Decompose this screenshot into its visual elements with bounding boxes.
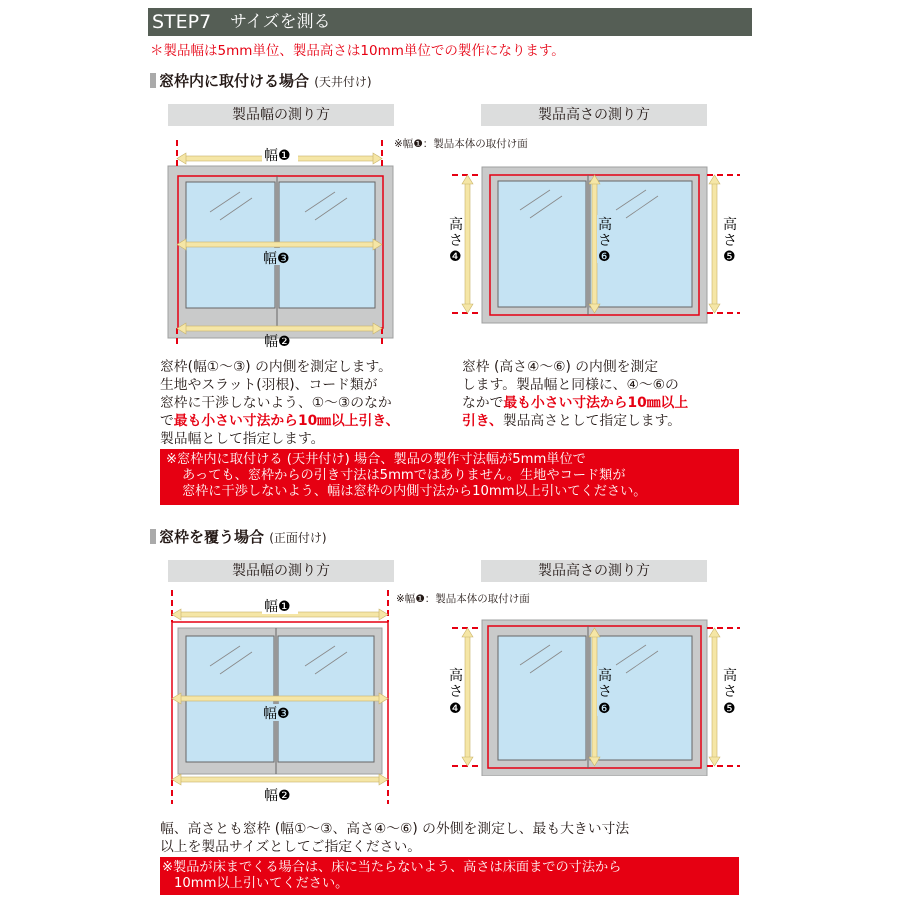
w1-label: 幅❶ bbox=[264, 148, 291, 164]
h4-label: ❹ bbox=[449, 249, 462, 265]
step-number: STEP7 bbox=[152, 11, 212, 33]
width-measure-label: 製品幅の測り方 bbox=[168, 104, 394, 126]
outside-height-diagram bbox=[440, 616, 750, 776]
outside-mount-description bbox=[160, 820, 629, 856]
section2-title-text: 窓枠を覆う場合 bbox=[159, 528, 265, 546]
w2-label: 幅❷ bbox=[264, 788, 291, 804]
h4-label: ❹ bbox=[449, 701, 462, 717]
h4-char2: さ bbox=[449, 233, 463, 249]
h6-label: ❻ bbox=[598, 701, 611, 717]
unit-note: ＊製品幅は5mm単位、製品高さは10mm単位での製作になります。 bbox=[150, 43, 565, 59]
desc-line: 製品幅として指定します。 bbox=[160, 431, 325, 447]
desc-line: 幅、高さとも窓枠 (幅①～③、高さ④～⑥) の外側を測定し、最も大きい寸法 bbox=[160, 821, 630, 837]
desc-line: 窓枠(幅①～③) の内側を測定します。 bbox=[160, 359, 392, 375]
section-marker bbox=[150, 73, 156, 88]
desc-line: します。製品幅と同様に、④～⑥の bbox=[462, 377, 679, 393]
w3-label: 幅❸ bbox=[263, 706, 290, 722]
desc-line: 窓枠 (高さ④～⑥) の内側を測定 bbox=[462, 359, 659, 375]
section-marker bbox=[150, 529, 156, 544]
mount-surface-note: ※幅❶：製品本体の取付け面 bbox=[394, 138, 528, 150]
desc-text: で bbox=[160, 413, 174, 429]
w2-label: 幅❷ bbox=[264, 334, 291, 350]
step-header bbox=[148, 8, 752, 36]
section2-subtitle: (正面付け) bbox=[269, 531, 327, 545]
glass-pane-left bbox=[498, 181, 586, 307]
h5-char2: さ bbox=[723, 684, 737, 700]
section1-title-text: 窓枠内に取付ける場合 bbox=[159, 72, 310, 90]
warning-line: ※製品が床までくる場合は、床に当たらないよう、高さは床面までの寸法から bbox=[162, 860, 622, 875]
height-measure-label: 製品高さの測り方 bbox=[481, 560, 707, 582]
inside-height-description bbox=[462, 358, 688, 430]
warning-line: あっても、窓枠からの引き寸法は5mmではありません。生地やコード類が bbox=[182, 468, 626, 483]
inside-mount-warning bbox=[160, 449, 739, 505]
desc-emphasis: 引き、 bbox=[462, 413, 503, 429]
warning-line: 窓枠に干渉しないよう、幅は窓枠の内側寸法から10mm以上引いてください。 bbox=[182, 484, 647, 499]
h5-char2: さ bbox=[723, 233, 737, 249]
desc-emphasis: 最も小さい寸法から10㎜以上 bbox=[503, 395, 689, 411]
h5-char1: 高 bbox=[723, 668, 737, 684]
desc-text: なかで bbox=[462, 395, 504, 411]
mount-surface-note: ※幅❶：製品本体の取付け面 bbox=[396, 593, 530, 605]
warning-line: 10mm以上引いてください。 bbox=[174, 876, 349, 891]
desc-line bbox=[160, 412, 399, 430]
glass-pane-left bbox=[498, 636, 586, 760]
h6-char1: 高 bbox=[598, 668, 612, 684]
inside-width-description bbox=[160, 358, 399, 448]
h5-label: ❺ bbox=[723, 249, 736, 265]
desc-text: 製品高さとして指定します。 bbox=[502, 413, 682, 429]
desc-emphasis: 最も小さい寸法から10㎜以上引き、 bbox=[173, 413, 400, 429]
width-measure-label: 製品幅の測り方 bbox=[168, 560, 394, 582]
inside-width-diagram bbox=[160, 140, 400, 355]
floor-length-warning bbox=[160, 857, 739, 895]
outside-width-diagram bbox=[160, 590, 400, 805]
step-title: サイズを測る bbox=[230, 12, 331, 32]
h6-char2: さ bbox=[598, 233, 612, 249]
h4-char1: 高 bbox=[449, 668, 463, 684]
h4-char1: 高 bbox=[449, 217, 463, 233]
section1-subtitle: (天井付け) bbox=[314, 75, 372, 89]
section1-title bbox=[150, 70, 372, 91]
desc-line bbox=[462, 412, 688, 430]
h5-label: ❺ bbox=[723, 701, 736, 717]
h6-char2: さ bbox=[598, 684, 612, 700]
h6-label: ❻ bbox=[598, 249, 611, 265]
warning-line: ※窓枠内に取付ける (天井付け) 場合、製品の製作寸法幅が5mm単位で bbox=[166, 452, 586, 467]
inside-height-diagram bbox=[440, 165, 750, 325]
height-measure-label: 製品高さの測り方 bbox=[481, 104, 707, 126]
h6-char1: 高 bbox=[598, 217, 612, 233]
h5-char1: 高 bbox=[723, 217, 737, 233]
section2-title bbox=[150, 526, 327, 547]
h4-char2: さ bbox=[449, 684, 463, 700]
w3-label: 幅❸ bbox=[263, 251, 290, 267]
desc-line: 以上を製品サイズとしてご指定ください。 bbox=[160, 839, 422, 855]
desc-line: 窓枠に干渉しないよう、①～③のなか bbox=[160, 395, 392, 411]
desc-line bbox=[462, 394, 688, 412]
desc-line: 生地やスラット(羽根)、コード類が bbox=[160, 377, 378, 393]
w1-label: 幅❶ bbox=[264, 599, 291, 615]
